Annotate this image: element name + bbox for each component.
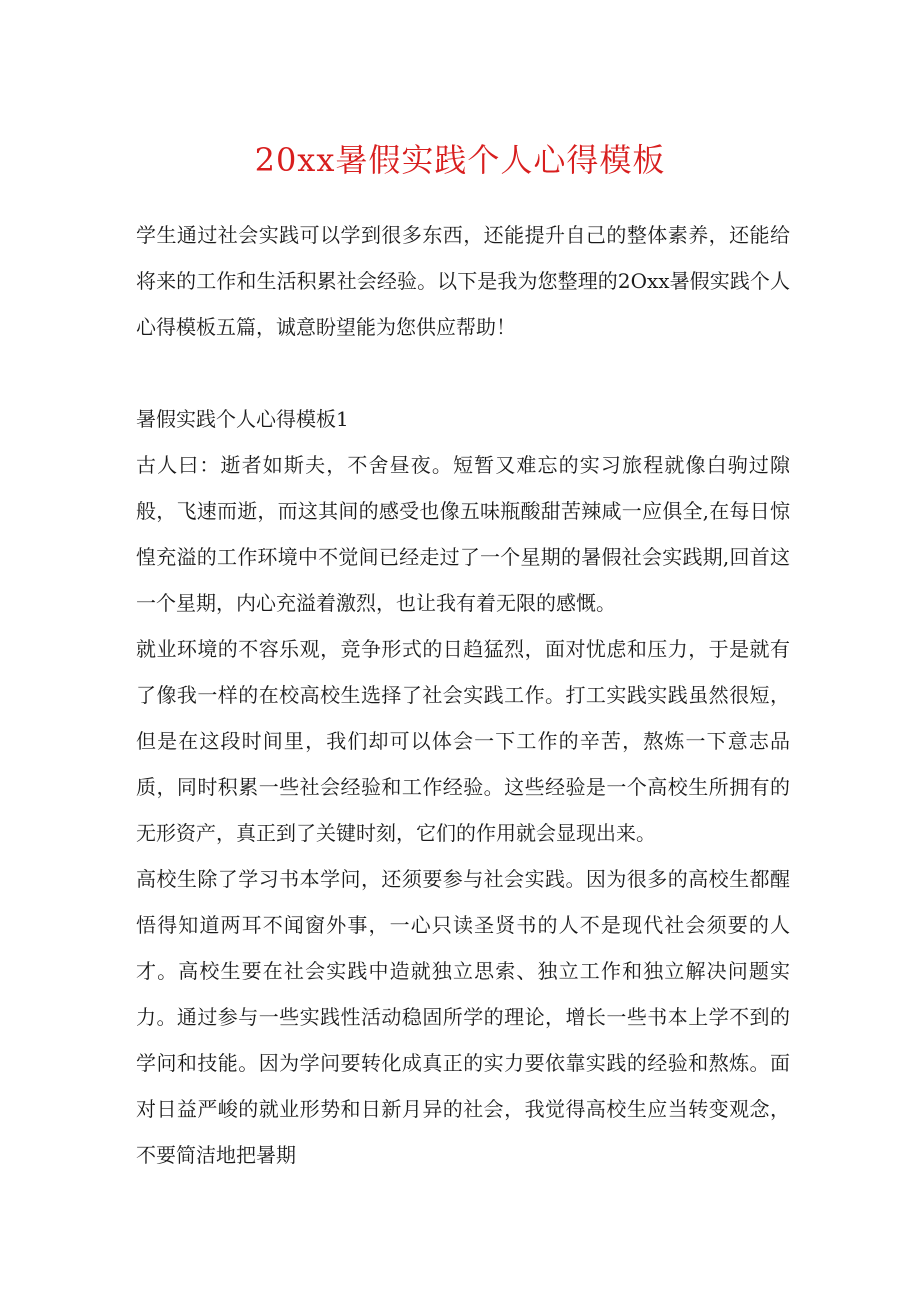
- body-paragraph-3: 高校生除了学习书本学问，还须要参与社会实践。因为很多的高校生都醒悟得知道两耳不闻窗外事，一心只读圣贤书的人不是现代社会须要的人才。高校生要在社会实践中造就独立思索、独立工作和独立解决问题实力。通过参与一些实践性活动稳固所学的理论，增长一些书本上学不到的学问和技能。因为学问要转化成真正的实力要依靠实践的经验和熬炼。面对日益严峻的就业形势和日新月异的社会，我觉得高校生应当转变观念，不要简洁地把暑期: [136, 867, 790, 1167]
- intro-paragraph: 学生通过社会实践可以学到很多东西，还能提升自己的整体素养，还能给将来的工作和生活积累社会经验。以下是我为您整理的2Oxx暑假实践个人心得模板五篇，诚意盼望能为您供应帮助！: [136, 223, 790, 339]
- body-paragraph-2: 就业环境的不容乐观，竞争形式的日趋猛烈，面对忧虑和压力，于是就有了像我一样的在校高校生选择了社会实践工作。打工实践实践虽然很短，但是在这段时间里，我们却可以体会一下工作的辛苦，熬炼一下意志品质，同时积累一些社会经验和工作经验。这些经验是一个高校生所拥有的无形资产，真正到了关键时刻，它们的作用就会显现出来。: [136, 637, 790, 845]
- document-title: 20xx暑假实践个人心得模板: [254, 141, 666, 179]
- document-body: [136, 212, 790, 1178]
- body-paragraph-1: 古人曰：逝者如斯夫，不舍昼夜。短暂又难忘的实习旅程就像白驹过隙般，飞速而逝，而这其间的感受也像五味瓶酸甜苦辣咸一应俱全,在每日惊惶充溢的工作环境中不觉间已经走过了一个星期的暑假社会实践期,回首这一个星期，内心充溢着激烈，也让我有着无限的感慨。: [136, 453, 790, 615]
- paragraph-spacer: [136, 350, 790, 396]
- section-heading: 暑假实践个人心得模板1: [136, 407, 349, 431]
